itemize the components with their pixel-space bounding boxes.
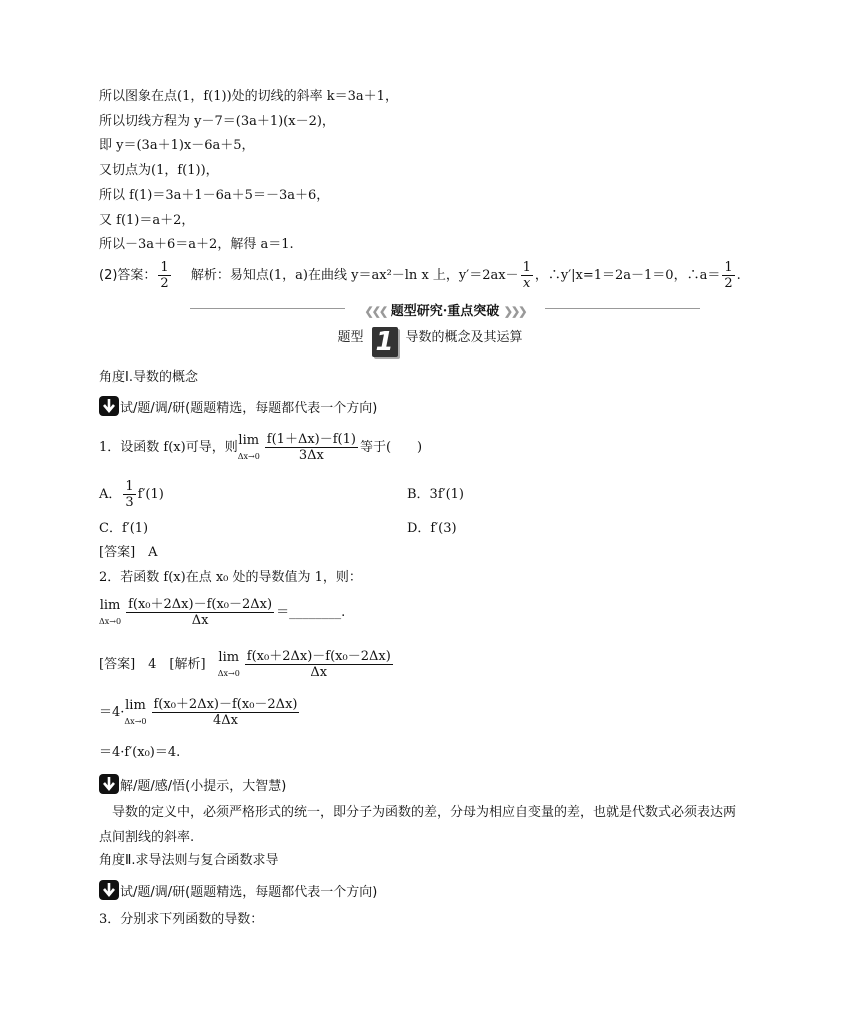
limit: lim Δx→0 [99, 598, 122, 626]
angle-heading: 角度Ⅱ.求导法则与复合函数求导 [99, 853, 279, 868]
question-2-fraction: $\frac{\text{f(x₀＋2Δx)－f(x₀－2Δx)}}{\Delta x}$ [128, 597, 273, 628]
solution-line: 又 f(1)＝a＋2， [99, 213, 195, 228]
question-2: 2．若函数 f(x)在点 x₀ 处的导数值为 1，则： [99, 570, 362, 585]
section-label: 题型 [337, 330, 364, 345]
limit: lim Δx→0 [124, 698, 147, 726]
fraction-half: $\frac{1}{2}$ [160, 260, 169, 291]
angle-heading: 角度Ⅰ.导数的概念 [99, 370, 198, 385]
answer-2-fraction: $\frac{\text{f(x₀＋2Δx)－f(x₀－2Δx)}}{\Delta x}$ [246, 649, 391, 680]
question-2-limit: lim Δx→0 $\frac{\text{f(x₀＋2Δx)－f(x₀－2Δx)}}{\Delta x}$ ＝________. [99, 597, 346, 628]
tip-heading [99, 880, 377, 902]
down-arrow-icon [99, 774, 119, 794]
section-banner [190, 301, 700, 317]
option-b: B．3f′(1) [407, 487, 465, 502]
insight-heading-text: 解/题/感/悟(小提示，大智慧) [120, 779, 287, 794]
step-2: ＝4· lim Δx→0 $\frac{\text{f(x₀＋2Δx)－f(x₀－2Δx)}}{4\Delta x}$ [99, 697, 298, 728]
down-arrow-icon [99, 880, 119, 900]
insight-heading [99, 774, 286, 796]
solution-line: 所以 f(1)＝3a＋1－6a＋5＝－3a＋6， [99, 188, 330, 203]
answer-2-line: (2)答案： $\frac{1}{2}$ 解析：易知点(1，a)在曲线 y＝ax²－ln x 上，y′＝2ax－ $\frac{1}{x}$ ，∴y′|x=1＝2a－1＝0，∴a＝ $\frac{1}{2}$ . [99, 260, 741, 291]
tip-heading [99, 396, 377, 418]
down-arrow-icon [99, 396, 119, 416]
tip-heading-text: 试/题/调/研(题题精选，每题都代表一个方向) [120, 885, 378, 900]
answer-1: [答案] A [99, 545, 158, 560]
tip-heading-text: 试/题/调/研(题题精选，每题都代表一个方向) [120, 401, 378, 416]
fraction-one-over-x: $\frac{1}{x}$ [522, 260, 531, 291]
solution-line: 所以切线方程为 y－7＝(3a＋1)(x－2)， [99, 114, 335, 129]
question-1-fraction: $\frac{f(1+\Delta x)-f(1)}{3\Delta x}$ [266, 432, 356, 463]
right-chevrons-icon: ❯❯❯ [503, 305, 526, 318]
solution-line: 又切点为(1，f(1))， [99, 163, 219, 178]
left-chevrons-icon: ❮❮❮ [364, 305, 387, 318]
banner-title: 题型研究·重点突破 [390, 304, 500, 319]
answer-analysis-tail: ，∴y′|x=1＝2a－1＝0，∴a＝ [534, 268, 721, 283]
answer-label: (2)答案： [99, 268, 157, 283]
limit: lim Δx→0 [217, 650, 240, 678]
fraction-third: $\frac{1}{3}$ [125, 479, 134, 510]
fraction-half: $\frac{1}{2}$ [724, 260, 733, 291]
solution-line: 即 y＝(3a＋1)x－6a＋5， [99, 138, 255, 153]
section-heading [0, 326, 860, 357]
answer-analysis: 解析：易知点(1，a)在曲线 y＝ax²－ln x 上，y′＝2ax－ [190, 268, 519, 283]
question-1 [99, 428, 422, 468]
question-1-suffix: 等于( ) [359, 440, 423, 455]
step-2-fraction: $\frac{\text{f(x₀＋2Δx)－f(x₀－2Δx)}}{4\Delta x}$ [153, 697, 298, 728]
section-title: 导数的概念及其运算 [405, 330, 523, 345]
option-a: A． $\frac{1}{3}$ f′(1) [99, 479, 164, 510]
option-d: D．f′(3) [407, 521, 457, 536]
question-3: 3．分别求下列函数的导数： [99, 912, 264, 927]
solution-line: 所以－3a＋6＝a＋2，解得 a＝1. [99, 237, 294, 252]
section-number-badge: 1 [372, 327, 398, 357]
answer-2-label: [答案] 4 [解析] [99, 657, 206, 672]
question-1-text: 1．设函数 f(x)可导，则 [99, 440, 238, 455]
solution-line: 所以图象在点(1，f(1))处的切线的斜率 k＝3a＋1， [99, 89, 398, 104]
limit: lim Δx→0 [237, 433, 260, 461]
step-3: ＝4·f′(x₀)＝4. [99, 745, 181, 760]
insight-paragraph-cont: 点间割线的斜率. [99, 830, 195, 845]
option-c: C．f′(1) [99, 521, 149, 536]
insight-paragraph: 导数的定义中，必须严格形式的统一，即分子为函数的差，分母为相应自变量的差，也就是代数式必须表达两 [112, 805, 737, 820]
answer-2 [99, 644, 395, 686]
